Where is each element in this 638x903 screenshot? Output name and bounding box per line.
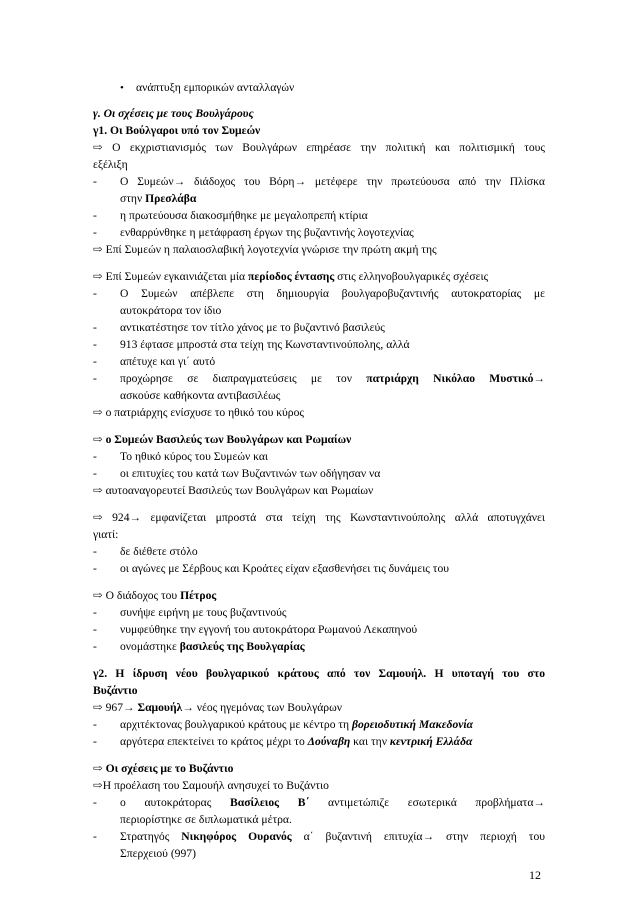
list-item: προχώρησε σε διαπραγματεύσεις με τον πατριάρχη Νικόλαο Μυστικό→ xyxy=(120,372,545,385)
list-item: δε διέθετε στόλο xyxy=(120,545,198,558)
text-line: εξέλιξη xyxy=(93,158,128,171)
text-line: ανάπτυξη εμπορικών ανταλλαγών xyxy=(136,81,295,94)
dash-marker: - xyxy=(93,623,97,636)
list-item: ο αυτοκράτορας Βασίλειος Β΄ αντιμετώπιζε εσωτερικά προβλήματα→ xyxy=(120,796,546,809)
list-item: Στρατηγός Νικηφόρος Ουρανός α΄ βυζαντινή επιτυχία→ στην περιοχή του xyxy=(120,830,545,843)
bullet-icon: • xyxy=(120,82,124,94)
dash-marker: - xyxy=(93,226,97,239)
dash-marker: - xyxy=(93,467,97,480)
list-item: η πρωτεύουσα διακοσμήθηκε με μεγαλοπρεπή κτίρια xyxy=(120,209,368,222)
list-item-cont: Σπερχειού (997) xyxy=(120,847,196,860)
list-item-cont: στην Πρεσλάβα xyxy=(120,192,197,205)
list-item: αρχιτέκτονας βουλγαρικού κράτους με κέντρο τη βορειοδυτική Μακεδονία xyxy=(120,718,474,731)
text-line: ⇨ 924→ εμφανίζεται μπροστά στα τείχη της Κωνσταντινούπολης αλλά αποτυγχάνει xyxy=(93,511,545,524)
dash-marker: - xyxy=(93,175,97,188)
list-item: ενθαρρύνθηκε η μετάφραση έργων της βυζαντινής λογοτεχνίας xyxy=(120,226,414,239)
dash-marker: - xyxy=(93,372,97,385)
text-line: ⇨ Επί Συμεών εγκαινιάζεται μία περίοδος έντασης στις ελληνοβουλγαρικές σχέσεις xyxy=(93,270,489,283)
list-item: αντικατέστησε τον τίτλο χάνος με το βυζαντινό βασιλεύς xyxy=(120,321,385,334)
list-item: Ο Συμεών απέβλεπε στη δημιουργία βουλγαροβυζαντινής αυτοκρατορίας με xyxy=(120,287,545,300)
text-line: ⇨ Επί Συμεών η παλαιοσλαβική λογοτεχνία γνώρισε την πρώτη ακμή της xyxy=(93,243,437,256)
dash-marker: - xyxy=(93,209,97,222)
list-item: 913 έφτασε μπροστά στα τείχη της Κωνσταντινούπολης, αλλά xyxy=(120,338,410,351)
dash-marker: - xyxy=(93,830,97,843)
dash-marker: - xyxy=(93,796,97,809)
list-item: συνήψε ειρήνη με τους βυζαντινούς xyxy=(120,606,287,619)
text-line: ⇨Η προέλαση του Σαμουήλ ανησυχεί το Βυζάντιο xyxy=(93,779,329,792)
dash-marker: - xyxy=(93,450,97,463)
subsection-heading: γ1. Οι Βούλγαροι υπό τον Συμεών xyxy=(93,124,261,137)
list-item: αργότερα επεκτείνει το κράτος μέχρι το Δούναβη και την κεντρική Ελλάδα xyxy=(120,735,473,748)
list-item: Ο Συμεών→ διάδοχος του Βόρη→ μετέφερε την πρωτεύουσα από την Πλίσκα xyxy=(120,175,545,188)
dash-marker: - xyxy=(93,321,97,334)
dash-marker: - xyxy=(93,338,97,351)
list-item: Το ηθικό κύρος του Συμεών και xyxy=(120,450,269,463)
subsection-heading: γ2. Η ίδρυση νέου βουλγαρικού κράτους από τον Σαμουήλ. Η υποταγή του στο xyxy=(93,667,545,680)
dash-marker: - xyxy=(93,735,97,748)
text-line: ⇨ αυτοαναγορευτεί Βασιλεύς των Βουλγάρων και Ρωμαίων xyxy=(93,484,374,497)
list-item-cont: περιορίστηκε σε διπλωματικά μέτρα. xyxy=(120,813,292,826)
list-item-cont: αυτοκράτορα τον ίδιο xyxy=(120,304,222,317)
dash-marker: - xyxy=(93,640,97,653)
section-heading: γ. Οι σχέσεις με τους Βουλγάρους xyxy=(93,107,254,120)
dash-marker: - xyxy=(93,355,97,368)
text-line: ⇨ Ο διάδοχος του Πέτρος xyxy=(93,589,217,602)
text-line: ⇨ Ο εκχριστιανισμός των Βουλγάρων επηρέασε την πολιτική και πολιτισμική τους xyxy=(93,141,545,154)
bold-heading: ⇨ Οι σχέσεις με το Βυζάντιο xyxy=(93,762,234,775)
list-item: οι αγώνες με Σέρβους και Κροάτες είχαν εξασθενήσει τις δυνάμεις του xyxy=(120,562,449,575)
subsection-heading-cont: Βυζάντιο xyxy=(93,684,138,697)
list-item: απέτυχε και γι΄ αυτό xyxy=(120,355,216,368)
page-number: 12 xyxy=(529,868,541,882)
bold-heading: ⇨ ο Συμεών Βασιλεύς των Βουλγάρων και Ρωμαίων xyxy=(93,433,352,446)
dash-marker: - xyxy=(93,606,97,619)
list-item-cont: ασκούσε καθήκοντα αντιβασιλέως xyxy=(120,389,281,402)
text-line: ⇨ 967→ Σαμουήλ→ νέος ηγεμόνας των Βουλγάρων xyxy=(93,701,342,714)
dash-marker: - xyxy=(93,562,97,575)
dash-marker: - xyxy=(93,718,97,731)
list-item: οι επιτυχίες του κατά των Βυζαντινών των οδήγησαν να xyxy=(120,467,381,480)
text-line: γιατί: xyxy=(93,528,119,541)
text-line: ⇨ ο πατριάρχης ενίσχυσε το ηθικό του κύρος xyxy=(93,406,304,419)
list-item: ονομάστηκε βασιλεύς της Βουλγαρίας xyxy=(120,640,305,653)
dash-marker: - xyxy=(93,287,97,300)
dash-marker: - xyxy=(93,545,97,558)
list-item: νυμφεύθηκε την εγγονή του αυτοκράτορα Ρωμανού Λεκαπηνού xyxy=(120,623,418,636)
